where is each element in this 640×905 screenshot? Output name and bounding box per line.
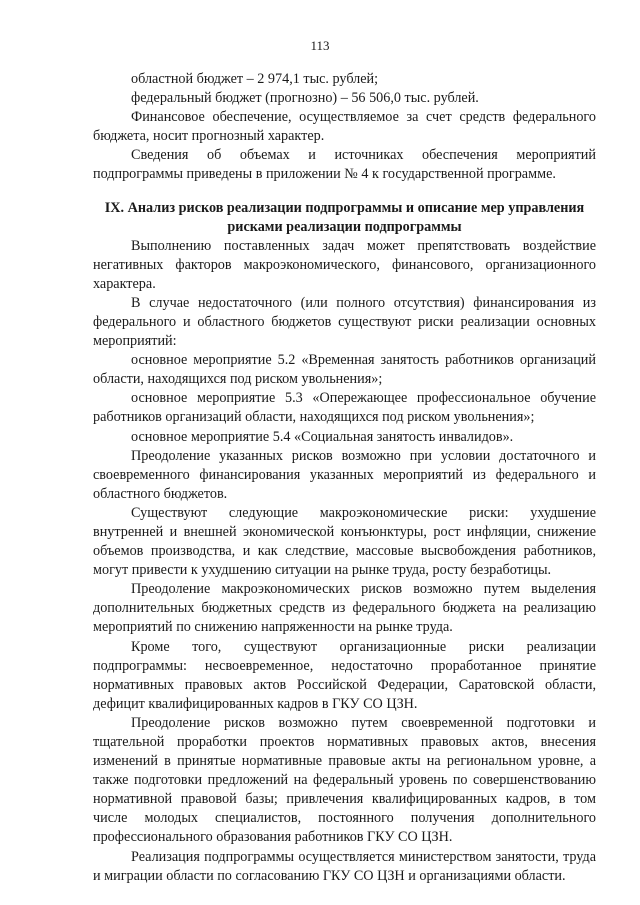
paragraph-financing-risks: В случае недостаточного (или полного отсутствия) финансирования из федерального и областного бюджетов существуют риски реализации основных мероприятий: [93,294,596,350]
paragraph-macro-mitigation: Преодоление макроэкономических рисков возможно путем выделения дополнительных бюджетных средств из федерального бюджета на реализацию мероприятий по снижению напряженности на рынке труда. [93,581,596,636]
paragraph-appendix-reference: Сведения об объемах и источниках обеспечения мероприятий подпрограммы приведены в приложении № 4 к государственной программе. [93,147,596,183]
paragraph-measure-5-4: основное мероприятие 5.4 «Социальная занятость инвалидов». [131,428,514,445]
paragraph-risk-factors: Выполнению поставленных задач может препятствовать воздействие негативных факторов макроэкономического, финансового, организационного характера. [93,237,596,292]
paragraph-financing-note: Финансовое обеспечение, осуществляемое за счет средств федерального бюджета, носит прогнозный характер. [93,109,596,145]
document-body [93,70,596,886]
paragraph-organizational-risks: Кроме того, существуют организационные риски реализации подпрограммы: несвоевременное, недостаточно проработанное принятие нормативных правовых актов Российской Федерации, Саратовской области, дефицит квалифицированных кадров в ГКУ СО ЦЗН. [93,638,596,712]
paragraph-implementation: Реализация подпрограммы осуществляется министерством занятости, труда и миграции области по согласованию ГКУ СО ЦЗН и организациями области. [93,848,596,884]
paragraph-macro-risks: Существуют следующие макроэкономические риски: ухудшение внутренней и внешней экономической конъюнктуры, рост инфляции, снижение объемов производства, и как следствие, массовые высвобождения работников, могут привести к ухудшению ситуации на рынке труда, росту безработицы. [93,504,596,579]
paragraph-regional-budget: областной бюджет – 2 974,1 тыс. рублей; [131,71,379,87]
paragraph-financing-mitigation: Преодоление указанных рисков возможно при условии достаточного и своевременного финансирования указанных мероприятий из федерального и областного бюджетов. [93,447,596,502]
paragraph-organizational-mitigation: Преодоление рисков возможно путем своевременной подготовки и тщательной проработки проектов нормативных правовых актов, внесения изменений в принятые нормативные правовые акты на региональном уровне, а также подготовки предложений на федеральный уровень по совершенствованию нормативной правовой базы; привлечения квалифицированных кадров, в том числе молодых специалистов, постоянного получения дополнительного профессионального образования работников ГКУ СО ЦЗН. [93,714,596,846]
page-number: 113 [310,38,330,53]
paragraph-measure-5-2: основное мероприятие 5.2 «Временная занятость работников организаций области, находящихся под риском увольнения»; [93,352,596,388]
paragraph-federal-budget: федеральный бюджет (прогнозно) – 56 506,0 тыс. рублей. [131,90,479,107]
section-heading: IX. Анализ рисков реализации подпрограммы и описание мер управления рисками реализации подпрограммы [104,199,585,235]
paragraph-measure-5-3: основное мероприятие 5.3 «Опережающее профессиональное обучение работников организаций области, находящихся под риском увольнения»; [93,390,596,426]
